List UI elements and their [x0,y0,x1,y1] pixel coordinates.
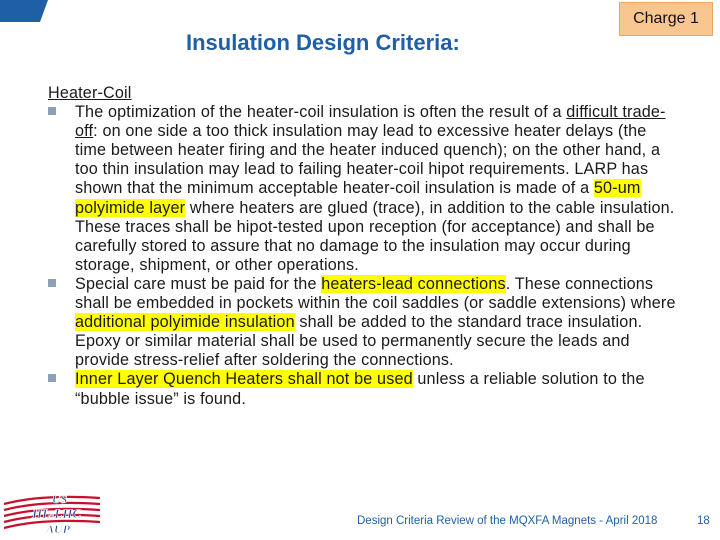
logo-text: AUP [46,522,70,536]
bullet-item-1 [48,103,678,275]
bullet-item-2 [48,275,678,370]
logo-text: HL-LHC [32,506,82,521]
highlighted-text: additional polyimide insulation [75,313,295,332]
slide-body [48,84,678,409]
bullet-list [48,103,678,409]
bullet-text: . These connections shall be embedded in pockets within the coil saddles (or saddle extensions) where [75,274,676,313]
charge-tag: Charge 1 [619,2,713,36]
underlined-text: difficult trade-off [75,103,666,141]
highlighted-text: 50-um polyimide layer [75,179,641,217]
square-bullet-icon [48,374,56,382]
bullet-text: shall be added to the standard trace insulation. Epoxy or similar material shall be used to permanently secure the leads and provide stress-relief after soldering the connections. [75,313,643,370]
bullet-text: Special care must be paid for the [75,274,322,293]
square-bullet-icon [48,107,56,115]
bullet-text: The optimization of the heater-coil insulation is often the result of a [75,103,567,122]
footer-text: Design Criteria Review of the MQXFA Magnets - April 2018 [357,515,658,527]
square-bullet-icon [48,279,56,287]
section-heading: Heater-Coil [48,84,132,102]
slide-title: Insulation Design Criteria: [186,30,460,55]
bullet-text: where heaters are glued (trace), in addition to the cable insulation. These traces shall be hipot-tested upon reception (for acceptance) and shall be carefully stored to assure that no damage to the insulation may occur during storage, shipment, or other operations. [75,198,675,274]
us-hl-lhc-aup-logo [2,490,102,538]
bullet-text: unless a reliable solution to the “bubble issue” is found. [75,370,645,408]
bullet-text: : on one side a too thick insulation may lead to excessive heater delays (the time between heater firing and the heater induced quench); on the other hand, a too thin insulation may lead to failing heater-coil hipot requirements. LARP has shown that the minimum acceptable heater-coil insulation is made of a [75,122,661,198]
highlighted-text: Inner Layer Quench Heaters shall not be used [75,370,413,389]
corner-decoration [0,0,48,22]
bullet-item-3 [48,370,678,408]
highlighted-text: heaters-lead connections [321,274,506,293]
page-number: 18 [697,515,710,527]
logo-text: US [52,492,68,506]
